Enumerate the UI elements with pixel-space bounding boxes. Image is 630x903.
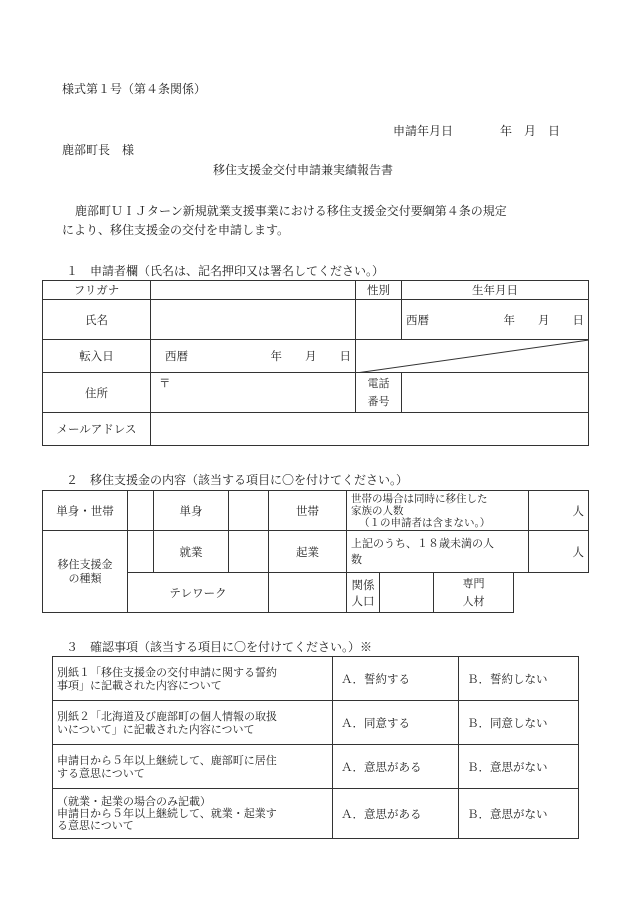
confirmation-question: （就業・起業の場合のみ記載） 申請日から５年以上継続して、就業・起業す る意思について: [53, 789, 333, 839]
page-title: 移住支援金交付申請兼実績報告書: [213, 163, 394, 177]
gender-label: 性別: [356, 281, 402, 300]
option-b[interactable]: Ｂ．意思がない: [459, 789, 579, 839]
move-in-fields: 年 月 日: [270, 349, 351, 363]
option-b[interactable]: Ｂ．同意しない: [459, 701, 579, 745]
single-mark-cell[interactable]: [128, 491, 154, 531]
household-type-label: 単身・世帯: [43, 491, 128, 531]
gender-field[interactable]: [356, 300, 402, 340]
move-in-label: 転入日: [43, 340, 151, 373]
phone-field[interactable]: [402, 373, 589, 413]
grant-content-table: [42, 490, 589, 613]
employment-mark-cell[interactable]: [128, 531, 154, 573]
addressee: 鹿部町長 様: [62, 143, 135, 157]
household-members-field[interactable]: [529, 491, 589, 531]
specialist-label[interactable]: 専門 人材: [434, 573, 514, 613]
furigana-field[interactable]: [151, 281, 356, 300]
related-pop-label[interactable]: 関係人口: [347, 573, 380, 613]
household-members-label: 世帯の場合は同時に移住した 家族の人数 （１の申請者は含まない。）: [347, 491, 529, 531]
telework-mark-cell[interactable]: [269, 573, 347, 613]
confirmation-row: [53, 745, 579, 789]
birthdate-label: 生年月日: [402, 281, 589, 300]
under18-label: 上記のうち、１８歳未満の人 数: [347, 531, 529, 573]
single-label[interactable]: 単身: [154, 491, 229, 531]
household-mark-cell[interactable]: [229, 491, 269, 531]
option-a[interactable]: Ａ．誓約する: [333, 657, 459, 701]
employment-label[interactable]: 就業: [154, 531, 229, 573]
email-field[interactable]: [151, 413, 589, 446]
postal-mark: 〒: [159, 376, 171, 390]
intro-line-1: 鹿部町ＵＩＪターン新規就業支援事業における移住支援金交付要綱第４条の規定: [75, 204, 507, 218]
section2-heading: ２ 移住支援金の内容（該当する項目に〇を付けてください。）: [66, 473, 409, 487]
birthdate-field[interactable]: [402, 300, 589, 340]
applicant-table: [42, 280, 589, 446]
confirmation-question: 申請日から５年以上継続して、鹿部町に居住 する意思について: [53, 745, 333, 789]
option-a[interactable]: Ａ．意思がある: [333, 745, 459, 789]
name-label: 氏名: [43, 300, 151, 340]
startup-label[interactable]: 起業: [269, 531, 347, 573]
application-date-label: 申請年月日: [393, 124, 454, 138]
section3-heading: ３ 確認事項（該当する項目に〇を付けてください。）※: [66, 640, 373, 654]
startup-mark-cell[interactable]: [229, 531, 269, 573]
confirmation-row: [53, 789, 579, 839]
option-b[interactable]: Ｂ．誓約しない: [459, 657, 579, 701]
option-a[interactable]: Ａ．意思がある: [333, 789, 459, 839]
persons-unit: 人: [572, 503, 584, 518]
birth-era: 西暦: [406, 312, 429, 327]
option-a[interactable]: Ａ．同意する: [333, 701, 459, 745]
address-field[interactable]: [151, 373, 356, 413]
household-label[interactable]: 世帯: [269, 491, 347, 531]
option-b[interactable]: Ｂ．意思がない: [459, 745, 579, 789]
confirmation-table: [52, 656, 579, 839]
move-in-era: 西暦: [165, 349, 188, 363]
furigana-label: フリガナ: [43, 281, 151, 300]
grant-type-label: 移住支援金 の種類: [43, 531, 128, 613]
move-in-blank: [356, 340, 589, 373]
application-date-fields: 年 月 日: [500, 124, 561, 138]
section1-heading: １ 申請者欄（氏名は、記名押印又は署名してください。）: [66, 264, 385, 278]
confirmation-row: [53, 701, 579, 745]
address-label: 住所: [43, 373, 151, 413]
move-in-field[interactable]: [151, 340, 356, 373]
under18-field[interactable]: [529, 531, 589, 573]
confirmation-question: 別紙２「北海道及び鹿部町の個人情報の取扱 いについて」に記載された内容について: [53, 701, 333, 745]
form-number: 様式第１号（第４条関係）: [62, 82, 207, 96]
phone-label: 電話 番号: [356, 373, 402, 413]
confirmation-question: 別紙１「移住支援金の交付申請に関する誓約 事項」に記載された内容について: [53, 657, 333, 701]
name-field[interactable]: [151, 300, 356, 340]
confirmation-row: [53, 657, 579, 701]
persons-unit: 人: [572, 544, 584, 559]
telework-label[interactable]: テレワーク: [128, 573, 269, 613]
email-label: メールアドレス: [43, 413, 151, 446]
intro-line-2: により、移住支援金の交付を申請します。: [62, 223, 290, 237]
birth-fields: 年 月 日: [503, 312, 584, 327]
empty-area: [514, 573, 589, 613]
diagonal-line: [356, 340, 589, 373]
related-pop-mark-cell[interactable]: [380, 573, 434, 613]
